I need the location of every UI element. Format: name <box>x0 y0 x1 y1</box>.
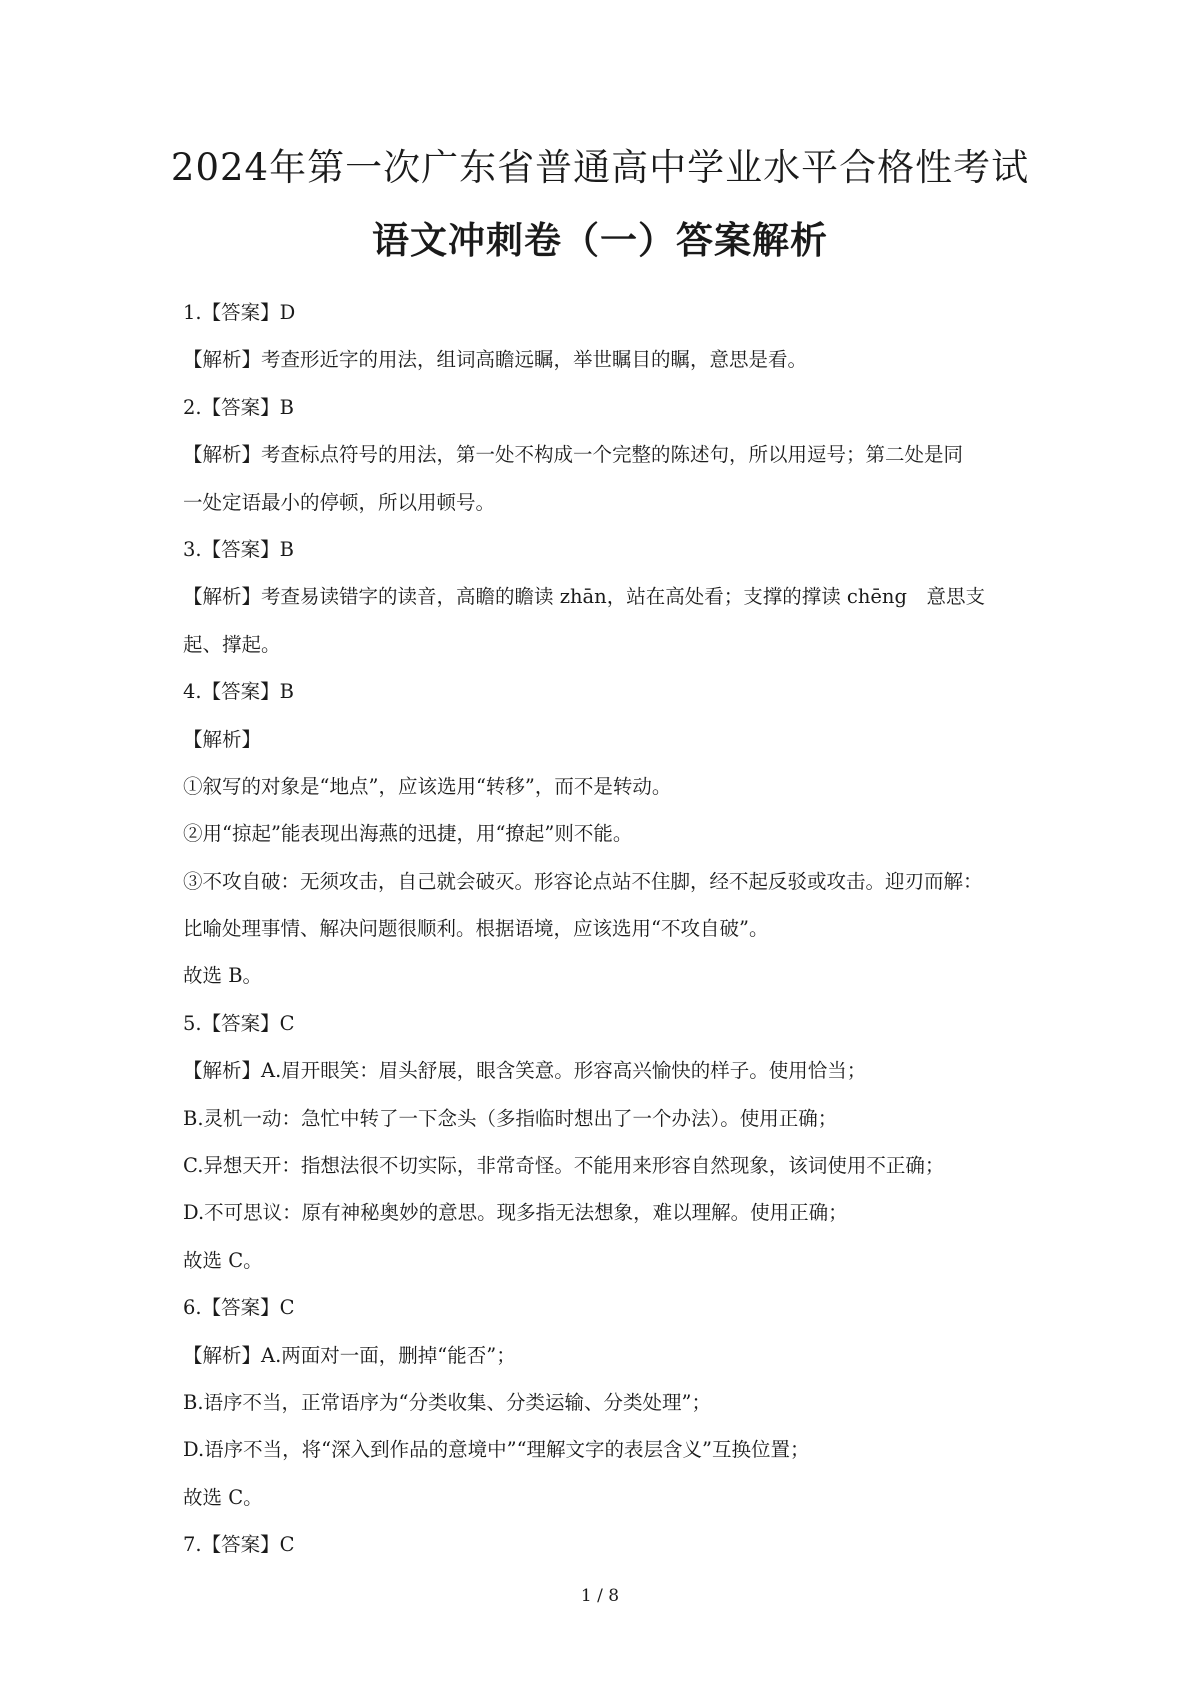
analysis-line: 【解析】考查标点符号的用法，第一处不构成一个完整的陈述句，所以用逗号；第二处是同 <box>183 443 964 467</box>
analysis-line: 【解析】 <box>183 727 262 751</box>
analysis-line: 故选 C。 <box>183 1485 263 1509</box>
analysis-line: ①叙写的对象是“地点”，应该选用“转移”，而不是转动。 <box>183 774 672 798</box>
analysis-line: 故选 B。 <box>183 964 263 988</box>
answer-line: 2.【答案】B <box>183 395 294 419</box>
page-title: 2024年第一次广东省普通高中学业水平合格性考试 <box>170 146 1030 189</box>
answer-line: 5.【答案】C <box>183 1011 295 1035</box>
analysis-line: 【解析】考查形近字的用法，组词高瞻远瞩，举世瞩目的瞩，意思是看。 <box>183 348 808 372</box>
analysis-line: 【解析】A.眉开眼笑：眉头舒展，眼含笑意。形容高兴愉快的样子。使用恰当； <box>183 1059 867 1083</box>
analysis-line: D.不可思议：原有神秘奥妙的意思。现多指无法想象，难以理解。使用正确； <box>183 1201 848 1225</box>
analysis-line: 故选 C。 <box>183 1248 263 1272</box>
analysis-line: D.语序不当，将“深入到作品的意境中”“理解文字的表层含义”互换位置； <box>183 1438 810 1462</box>
analysis-line: B.语序不当，正常语序为“分类收集、分类运输、分类处理”； <box>183 1390 711 1414</box>
analysis-line: 【解析】考查易读错字的读音，高瞻的瞻读 zhān，站在高处看；支撑的撑读 chēng 意思支 <box>183 585 985 609</box>
answer-line: 3.【答案】B <box>183 537 294 561</box>
analysis-line: 一处定语最小的停顿，所以用顿号。 <box>183 490 496 514</box>
analysis-line: B.灵机一动：急忙中转了一下念头（多指临时想出了一个办法）。使用正确； <box>183 1106 838 1130</box>
analysis-line: ②用“掠起”能表现出海燕的迅捷，用“撩起”则不能。 <box>183 822 633 846</box>
answer-line: 1.【答案】D <box>183 301 296 324</box>
page-number: 1 / 8 <box>580 1586 620 1606</box>
answer-line: 6.【答案】C <box>183 1296 295 1320</box>
answer-line: 4.【答案】B <box>183 680 294 704</box>
analysis-line: C.异想天开：指想法很不切实际，非常奇怪。不能用来形容自然现象，该词使用不正确； <box>183 1154 945 1178</box>
page-subtitle: 语文冲刺卷（一）答案解析 <box>372 219 828 262</box>
analysis-line: 比喻处理事情、解决问题很顺利。根据语境，应该选用“不攻自破”。 <box>183 917 769 941</box>
answer-line: 7.【答案】C <box>183 1533 295 1557</box>
analysis-line: 起、撑起。 <box>183 632 281 656</box>
analysis-line: ③不攻自破：无须攻击，自己就会破灭。形容论点站不住脚，经不起反驳或攻击。迎刃而解： <box>183 869 983 893</box>
analysis-line: 【解析】A.两面对一面，删掉“能否”； <box>183 1343 516 1367</box>
answer-content <box>183 289 1033 1569</box>
